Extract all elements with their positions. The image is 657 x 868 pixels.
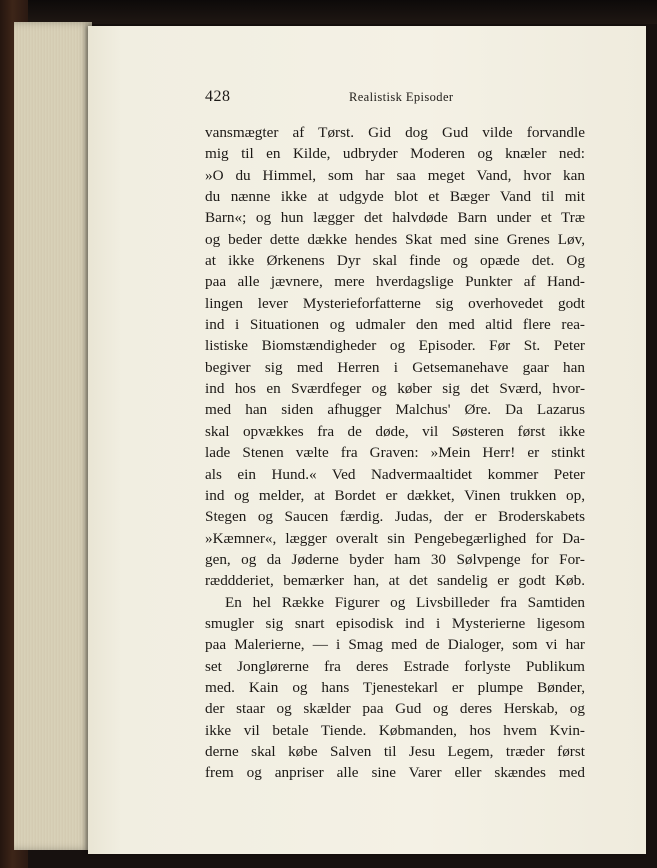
text-line: paa alle jævnere, mere hverdagslige Punkter af Hand- bbox=[205, 273, 585, 291]
paragraph-first-line: En hel Række Figurer og Livsbilleder fra Samtiden bbox=[225, 593, 585, 611]
text-line: ind hos en Sværdfeger og køber sig det Sværd, hvor- bbox=[205, 380, 585, 398]
text-line: der staar og skælder paa Gud og deres Herskab, og bbox=[205, 700, 585, 718]
text-line: ræddderiet, bemærker han, at det sandelig er godt Køb. bbox=[205, 572, 585, 590]
text-line: og beder dette dække hendes Skat med sine Grenes Løv, bbox=[205, 230, 585, 248]
text-line: lade Stenen vælte fra Graven: »Mein Herr! er stinkt bbox=[205, 444, 585, 462]
text-line: »Kæmner«, lægger overalt sin Pengebegærlighed for Da- bbox=[205, 529, 585, 547]
text-line: lingen lever Mysterieforfatterne sig overhovedet godt bbox=[205, 294, 585, 312]
text-line: skal opvækkes fra de døde, vil Søsteren først ikke bbox=[205, 422, 585, 440]
text-line: ind og melder, at Bordet er dækket, Vinen trukken op, bbox=[205, 486, 585, 504]
running-title: Realistisk Episoder bbox=[349, 90, 454, 104]
text-line: begiver sig med Herren i Getsemanehave gaar han bbox=[205, 358, 585, 376]
text-line: listiske Biomstændigheder og Episoder. Før St. Peter bbox=[205, 337, 585, 355]
page-edges bbox=[14, 22, 92, 850]
page-number: 428 bbox=[205, 88, 231, 105]
text-line: at ikke Ørkenens Dyr skal finde og opæde det. Og bbox=[205, 252, 585, 270]
text-line: mig til en Kilde, udbryder Moderen og knæler ned: bbox=[205, 145, 585, 163]
text-line: med. Kain og hans Tjenestekarl er plumpe Bønder, bbox=[205, 678, 585, 696]
text-line: smugler sig snart episodisk ind i Mysterierne ligesom bbox=[205, 614, 585, 632]
text-line: du nænne ikke at udgyde blot et Bæger Vand til mit bbox=[205, 188, 585, 206]
text-line: als ein Hund.« Ved Nadvermaaltidet kommer Peter bbox=[205, 465, 585, 483]
body-text bbox=[205, 122, 585, 784]
text-line: »O du Himmel, som har saa meget Vand, hvor kan bbox=[205, 166, 585, 184]
page-header bbox=[205, 88, 585, 110]
text-line: derne skal købe Salven til Jesu Legem, træder først bbox=[205, 742, 585, 760]
text-line: paa Malerierne, — i Smag med de Dialoger, som vi har bbox=[205, 636, 585, 654]
text-line: set Jonglørerne fra deres Estrade forlyste Publikum bbox=[205, 657, 585, 675]
text-line: Barn«; og hun lægger det halvdøde Barn under et Træ bbox=[205, 209, 585, 227]
text-line: Stegen og Saucen færdig. Judas, der er Broderskabets bbox=[205, 508, 585, 526]
text-line: ikke vil betale Tiende. Købmanden, hos hvem Kvin- bbox=[205, 721, 585, 739]
text-line: frem og anpriser alle sine Varer eller skændes med bbox=[205, 764, 585, 782]
text-line: med han siden afhugger Malchus' Øre. Da Lazarus bbox=[205, 401, 585, 419]
text-line: vansmægter af Tørst. Gid dog Gud vilde forvandle bbox=[205, 124, 585, 141]
text-line: ind i Situationen og udmaler den med altid flere rea- bbox=[205, 316, 585, 334]
text-line: gen, og da Jøderne byder ham 30 Sølvpenge for For- bbox=[205, 550, 585, 568]
book-cover-edge bbox=[0, 0, 657, 24]
